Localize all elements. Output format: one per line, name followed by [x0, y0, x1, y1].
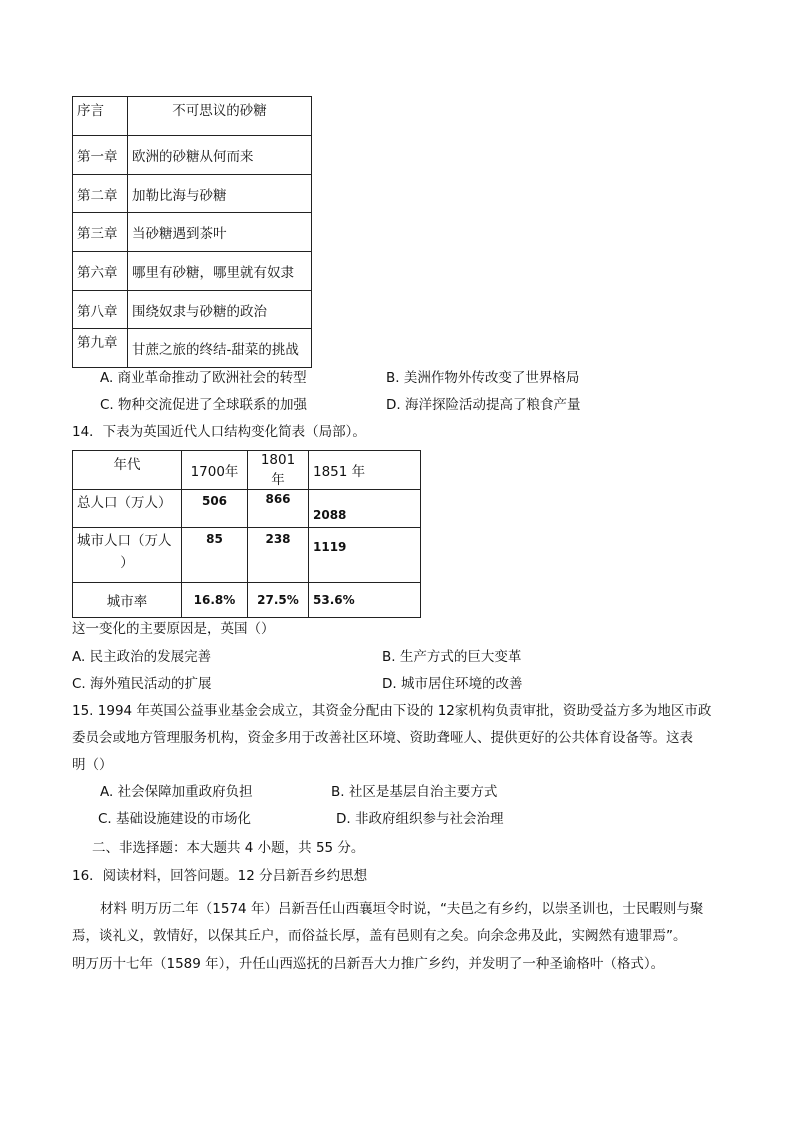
q14-option-b: B. 生产方式的巨大变革: [382, 649, 522, 665]
q14-option-a: A. 民主政治的发展完善: [72, 649, 212, 665]
q15-line-1: 15. 1994 年英国公益事业基金会成立，其资金分配由下设的 12家机构负责审批，资助受益方多为地区市政: [72, 703, 712, 719]
cell-total-1851: 2088: [309, 490, 421, 528]
chapter-title-cell: 不可思议的砂糖: [128, 97, 312, 136]
header-cell-1851: 1851 年: [309, 451, 421, 490]
table-row: [73, 528, 421, 583]
q13-option-d: D. 海洋探险活动提高了粮食产量: [386, 397, 581, 413]
section-heading: 二、非选择题：本大题共 4 小题，共 55 分。: [92, 840, 365, 856]
population-table: [72, 450, 421, 618]
chapter-title-cell: 甘蔗之旅的终结-甜菜的挑战: [128, 329, 312, 368]
chapter-row: [73, 252, 312, 291]
q13-option-b: B. 美洲作物外传改变了世界格局: [386, 370, 580, 386]
chapter-row: [73, 213, 312, 252]
row-label-city: [73, 528, 182, 583]
cell-rate-1851: 53.6%: [309, 583, 421, 618]
chapter-title-cell: 哪里有砂糖，哪里就有奴隶: [128, 252, 312, 291]
chapter-title-cell: 欧洲的砂糖从何而来: [128, 136, 312, 175]
q15-line-3: 明（）: [72, 757, 113, 773]
chapter-row: [73, 175, 312, 213]
chapter-row: [73, 97, 312, 136]
chapter-cell: 第八章: [73, 291, 128, 329]
chapter-cell: 第一章: [73, 136, 128, 175]
table-row: [73, 583, 421, 618]
chapter-row: [73, 329, 312, 368]
cell-city-1851: 1119: [309, 528, 421, 583]
q16-material-line-2: 焉，谈礼义，敦情好，以保其丘户，而俗益长厚，盖有邑则有之矣。向余念弗及此，实阙然有遗罪焉”。: [72, 928, 687, 944]
q15-option-c: C. 基础设施建设的市场化: [98, 811, 252, 827]
chapter-title-cell: 当砂糖遇到茶叶: [128, 213, 312, 252]
chapter-row: [73, 136, 312, 175]
q13-option-a: A. 商业革命推动了欧洲社会的转型: [100, 370, 307, 386]
chapter-cell: 第九章: [73, 329, 128, 368]
chapter-cell: 第六章: [73, 252, 128, 291]
header-cell-1700: 1700年: [182, 451, 248, 490]
header-cell-era: 年代: [73, 451, 182, 490]
row-label-city-line1: 城市人口（万人: [77, 533, 172, 549]
row-label-total: 总人口（万人）: [73, 490, 182, 528]
header-cell-1801: 1801 年: [248, 451, 309, 490]
chapters-table: [72, 96, 312, 368]
q14-question: 这一变化的主要原因是，英国（）: [72, 621, 275, 637]
chapter-cell: 第三章: [73, 213, 128, 252]
chapter-row: [73, 291, 312, 329]
chapter-cell: 序言: [73, 97, 128, 136]
q16-stem: 16．阅读材料，回答问题。12 分吕新吾乡约思想: [72, 868, 368, 884]
cell-city-1700: 85: [182, 528, 248, 583]
cell-rate-1700: 16.8%: [182, 583, 248, 618]
chapter-title-cell: 围绕奴隶与砂糖的政治: [128, 291, 312, 329]
q16-material-line-3: 明万历十七年（1589 年），升任山西巡抚的吕新吾大力推广乡约，并发明了一种圣谕格叶（格式）。: [72, 956, 665, 972]
q14-option-c: C. 海外殖民活动的扩展: [72, 676, 212, 692]
table-row: [73, 490, 421, 528]
table-row: [73, 451, 421, 490]
row-label-city-line2: ）: [120, 555, 134, 571]
cell-city-1801: 238: [248, 528, 309, 583]
q15-option-d: D. 非政府组织参与社会治理: [336, 811, 504, 827]
cell-total-1801: 866: [248, 490, 309, 528]
chapter-title-cell: 加勒比海与砂糖: [128, 175, 312, 213]
q14-stem: 14．下表为英国近代人口结构变化简表（局部）。: [72, 424, 366, 440]
q15-option-b: B. 社区是基层自治主要方式: [331, 784, 498, 800]
chapter-cell: 第二章: [73, 175, 128, 213]
row-label-rate: 城市率: [73, 583, 182, 618]
q15-option-a: A. 社会保障加重政府负担: [100, 784, 253, 800]
q13-option-c: C. 物种交流促进了全球联系的加强: [100, 397, 308, 413]
cell-total-1700: 506: [182, 490, 248, 528]
q14-option-d: D. 城市居住环境的改善: [382, 676, 523, 692]
q16-material-line-1: 材料 明万历二年（1574 年）吕新吾任山西襄垣令时说，“夫邑之有乡约，以崇圣训也，士民暇则与聚: [100, 901, 704, 917]
q15-line-2: 委员会或地方管理服务机构，资金多用于改善社区环境、资助聋哑人、提供更好的公共体育设备等。这表: [72, 730, 693, 746]
cell-rate-1801: 27.5%: [248, 583, 309, 618]
